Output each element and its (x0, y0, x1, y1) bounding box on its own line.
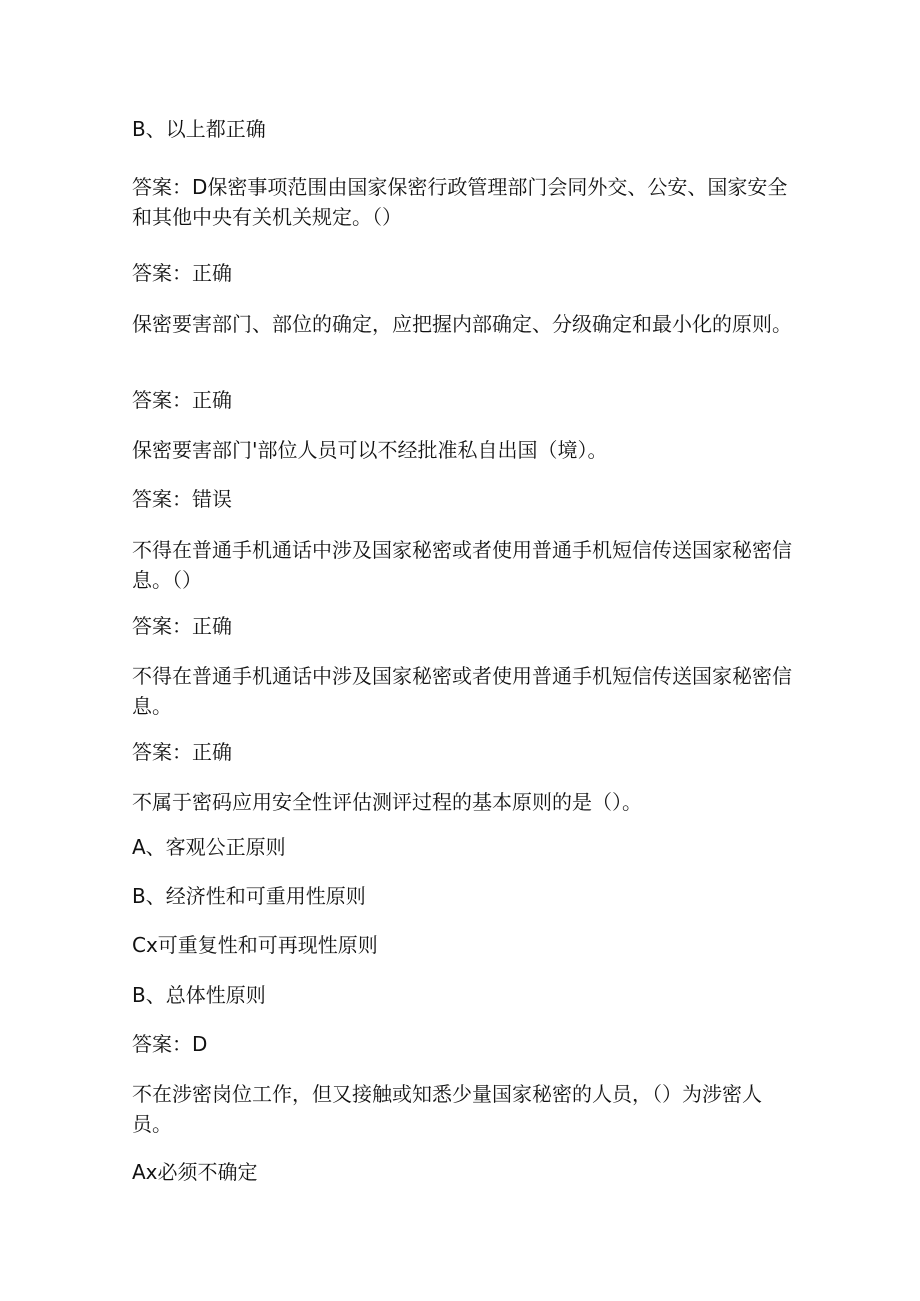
text-line: 答案：正确 (132, 388, 232, 412)
text-line: 保密要害部门'部位人员可以不经批准私自出国（境）。 (132, 438, 608, 462)
text-line: Cx可重复性和可再现性原则 (132, 933, 378, 957)
text-line: 答案：正确 (132, 614, 232, 638)
text-line: Ax必须不确定 (132, 1160, 258, 1184)
text-line: 保密要害部门、部位的确定，应把握内部确定、分级确定和最小化的原则。 (132, 312, 792, 336)
text-line: A、客观公正原则 (132, 835, 286, 859)
text-line: 不属于密码应用安全性评估测评过程的基本原则的是（）。 (132, 790, 642, 814)
text-line: 不得在普通手机通话中涉及国家秘密或者使用普通手机短信传送国家秘密信息。 (132, 664, 792, 718)
text-line: B、总体性原则 (132, 983, 266, 1007)
text-line: 答案：D (132, 1032, 208, 1056)
text-line: 答案：正确 (132, 261, 232, 285)
text-line: B、经济性和可重用性原则 (132, 884, 366, 908)
text-line: 答案：D保密事项范围由国家保密行政管理部门会同外交、公安、国家安全和其他中央有关机关规定。（） (132, 175, 788, 229)
text-line: B、以上都正确 (132, 117, 266, 141)
text-line: 不得在普通手机通话中涉及国家秘密或者使用普通手机短信传送国家秘密信息。（） (132, 538, 792, 592)
text-line: 答案：正确 (132, 740, 232, 764)
text-line: 答案：错误 (132, 487, 232, 511)
text-line: 不在涉密岗位工作，但又接触或知悉少量国家秘密的人员，（）为涉密人员。 (132, 1082, 762, 1136)
